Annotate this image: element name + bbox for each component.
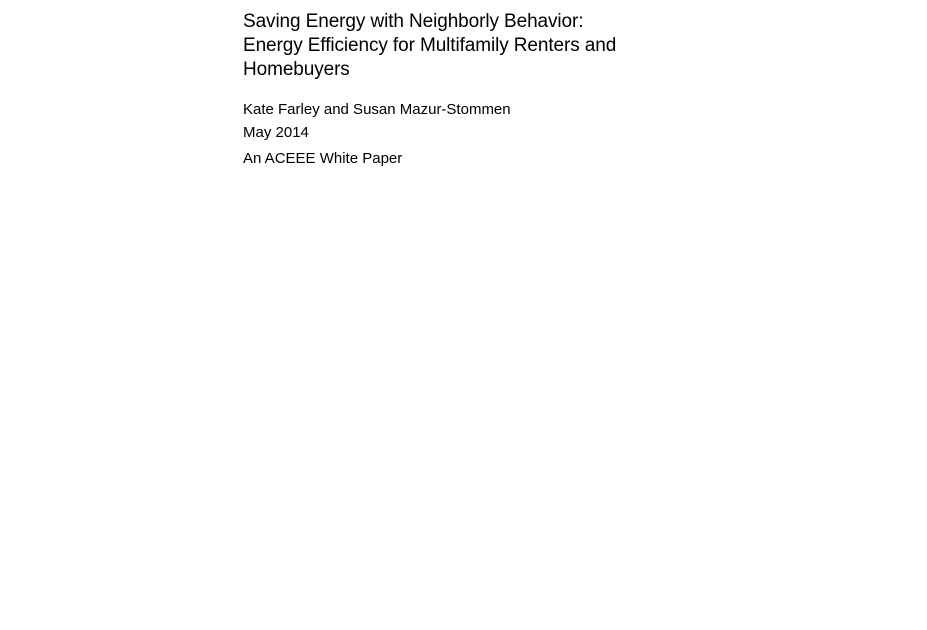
publication-date: May 2014 [243,124,309,141]
document-series: An ACEEE White Paper [243,150,403,167]
document-title [243,10,683,82]
title-line: Saving Energy with Neighborly Behavior: [243,11,584,32]
title-block [243,10,683,169]
title-line: Homebuyers [243,59,350,80]
title-line: Energy Efficiency for Multifamily Renters and [243,35,617,56]
document-authors: Kate Farley and Susan Mazur-Stommen [243,101,511,118]
